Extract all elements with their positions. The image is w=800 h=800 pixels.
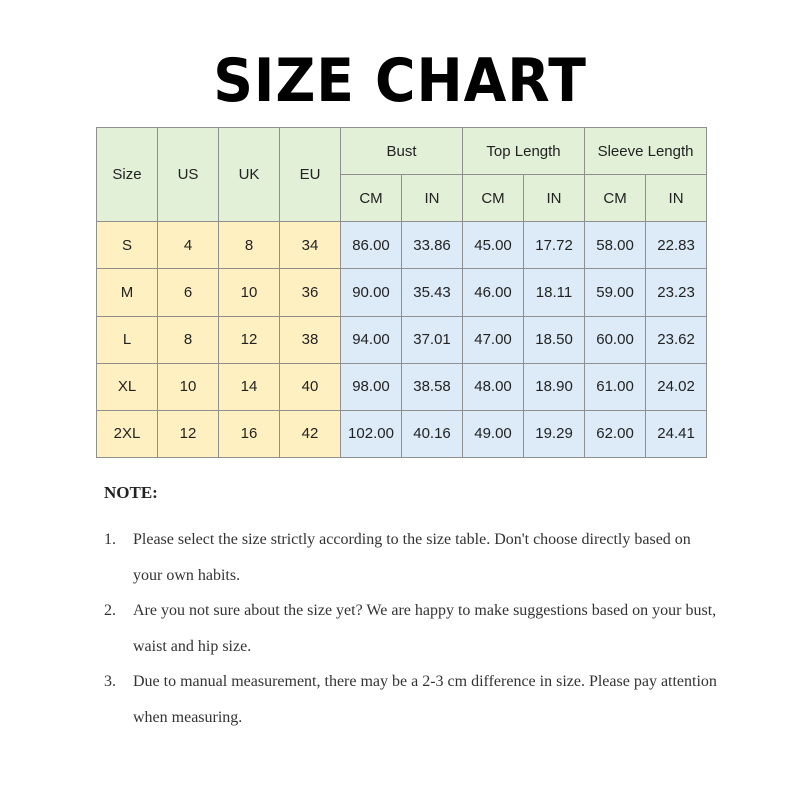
notes-list <box>104 522 724 735</box>
notes-title: NOTE: <box>104 483 158 502</box>
cell-top-in: 17.72 <box>524 222 585 269</box>
cell-top-cm: 47.00 <box>463 316 524 363</box>
cell-us: 6 <box>158 269 219 316</box>
cell-size: M <box>97 269 158 316</box>
note-number: 3. <box>104 673 116 690</box>
cell-bust-in: 35.43 <box>402 269 463 316</box>
cell-us: 12 <box>158 410 219 457</box>
note-number: 1. <box>104 531 116 548</box>
cell-sleeve-cm: 60.00 <box>585 316 646 363</box>
cell-us: 4 <box>158 222 219 269</box>
cell-eu: 36 <box>280 269 341 316</box>
cell-sleeve-cm: 59.00 <box>585 269 646 316</box>
note-item <box>104 664 724 735</box>
cell-uk: 12 <box>219 316 280 363</box>
header-us: US <box>158 128 219 222</box>
header-top-length: Top Length <box>463 128 585 175</box>
cell-bust-cm: 86.00 <box>341 222 402 269</box>
header-bust: Bust <box>341 128 463 175</box>
cell-uk: 8 <box>219 222 280 269</box>
cell-eu: 38 <box>280 316 341 363</box>
cell-size: XL <box>97 363 158 410</box>
cell-top-in: 18.90 <box>524 363 585 410</box>
cell-sleeve-in: 23.62 <box>646 316 707 363</box>
cell-top-in: 18.50 <box>524 316 585 363</box>
cell-sleeve-cm: 62.00 <box>585 410 646 457</box>
cell-top-in: 19.29 <box>524 410 585 457</box>
cell-eu: 34 <box>280 222 341 269</box>
cell-top-cm: 45.00 <box>463 222 524 269</box>
cell-top-in: 18.11 <box>524 269 585 316</box>
note-number: 2. <box>104 602 116 619</box>
cell-bust-cm: 94.00 <box>341 316 402 363</box>
cell-bust-in: 37.01 <box>402 316 463 363</box>
cell-bust-in: 33.86 <box>402 222 463 269</box>
cell-sleeve-in: 24.41 <box>646 410 707 457</box>
unit-cell: CM <box>341 175 402 222</box>
notes-section <box>104 483 724 735</box>
cell-bust-cm: 90.00 <box>341 269 402 316</box>
note-item <box>104 593 724 664</box>
cell-sleeve-in: 23.23 <box>646 269 707 316</box>
unit-cell: IN <box>402 175 463 222</box>
cell-sleeve-in: 24.02 <box>646 363 707 410</box>
header-row <box>97 128 707 175</box>
note-text: Are you not sure about the size yet? We are happy to make suggestions based on your bust, waist and hip size. <box>133 602 717 655</box>
unit-cell: IN <box>646 175 707 222</box>
unit-cell: IN <box>524 175 585 222</box>
cell-uk: 10 <box>219 269 280 316</box>
cell-top-cm: 46.00 <box>463 269 524 316</box>
header-sleeve-length: Sleeve Length <box>585 128 707 175</box>
table-row <box>97 316 707 363</box>
note-text: Due to manual measurement, there may be a 2-3 cm difference in size. Please pay attention when measuring. <box>133 673 717 726</box>
table-row <box>97 363 707 410</box>
cell-uk: 14 <box>219 363 280 410</box>
table-row <box>97 410 707 457</box>
cell-sleeve-cm: 58.00 <box>585 222 646 269</box>
note-text: Please select the size strictly according to the size table. Don't choose directly based on your own habits. <box>133 531 691 584</box>
cell-bust-cm: 98.00 <box>341 363 402 410</box>
size-table <box>96 127 707 458</box>
cell-size: S <box>97 222 158 269</box>
cell-eu: 40 <box>280 363 341 410</box>
page-title: SIZE CHART <box>213 46 587 116</box>
cell-sleeve-cm: 61.00 <box>585 363 646 410</box>
cell-bust-in: 38.58 <box>402 363 463 410</box>
cell-uk: 16 <box>219 410 280 457</box>
header-uk: UK <box>219 128 280 222</box>
header-size: Size <box>97 128 158 222</box>
cell-top-cm: 48.00 <box>463 363 524 410</box>
header-eu: EU <box>280 128 341 222</box>
cell-size: 2XL <box>97 410 158 457</box>
unit-cell: CM <box>463 175 524 222</box>
cell-bust-cm: 102.00 <box>341 410 402 457</box>
cell-us: 10 <box>158 363 219 410</box>
cell-eu: 42 <box>280 410 341 457</box>
note-item <box>104 522 724 593</box>
unit-cell: CM <box>585 175 646 222</box>
cell-size: L <box>97 316 158 363</box>
cell-bust-in: 40.16 <box>402 410 463 457</box>
table-row <box>97 222 707 269</box>
cell-us: 8 <box>158 316 219 363</box>
table-row <box>97 269 707 316</box>
cell-top-cm: 49.00 <box>463 410 524 457</box>
cell-sleeve-in: 22.83 <box>646 222 707 269</box>
